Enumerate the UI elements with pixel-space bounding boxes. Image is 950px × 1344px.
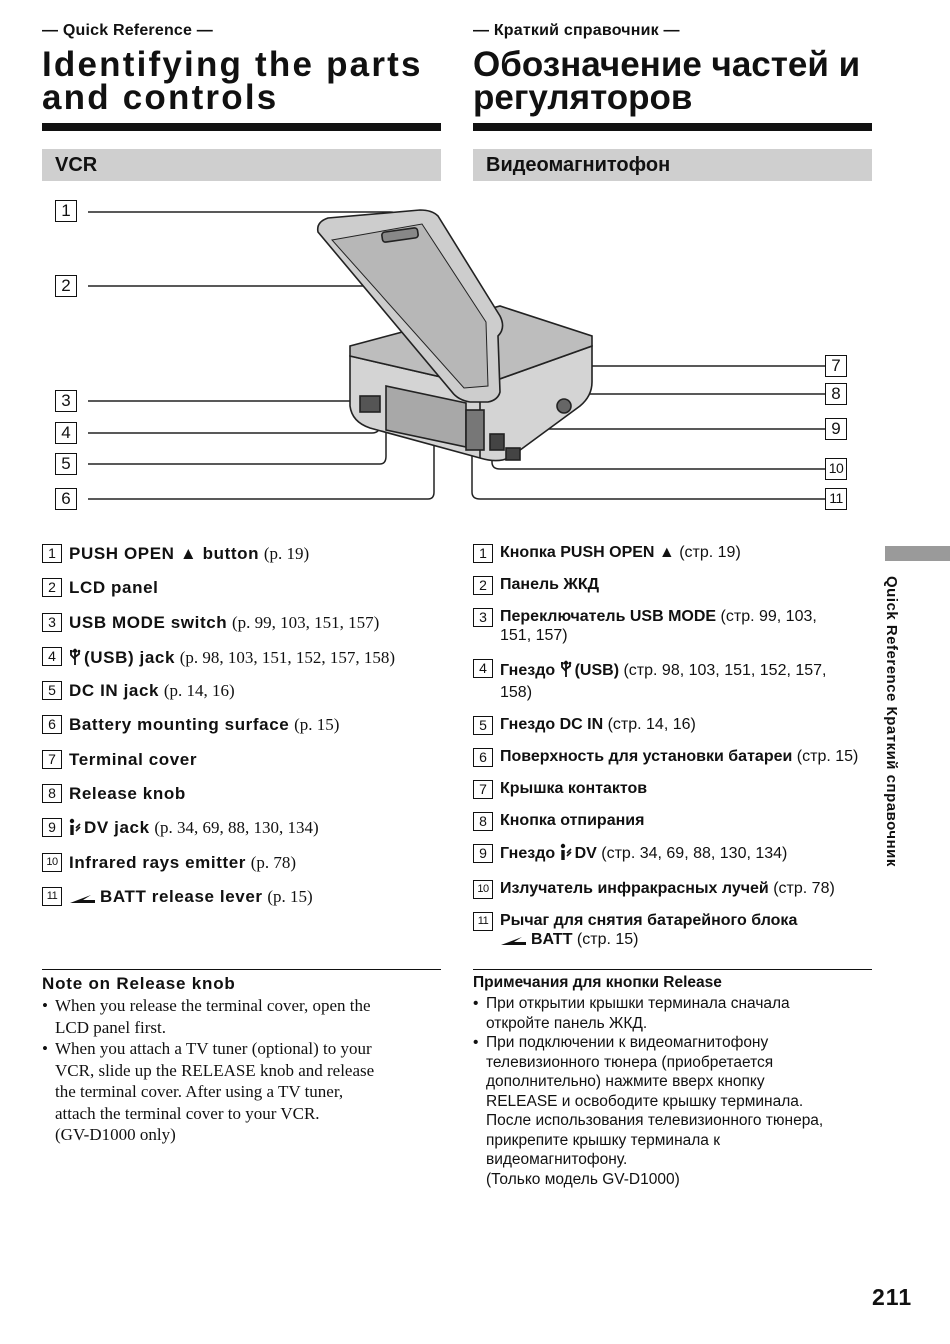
item-label: Battery mounting surface	[69, 715, 290, 735]
item-label: BATT release lever	[100, 886, 263, 906]
title-rule	[42, 123, 441, 131]
batt-release-icon	[69, 889, 97, 911]
item-page-ref: (стр. 19)	[679, 544, 741, 561]
item-page-ref: (p. 15)	[294, 715, 340, 735]
section-heading: Видеомагнитофон	[486, 154, 671, 176]
side-label	[880, 576, 900, 906]
item-number: 2	[473, 576, 493, 595]
side-label-text: Quick Reference Краткий справочник	[883, 576, 900, 867]
item-page-ref: (стр. 98, 103, 151, 152, 157, 158)	[500, 662, 827, 701]
item-number: 5	[42, 681, 62, 700]
list-item	[42, 543, 441, 577]
section-kicker: — Quick Reference —	[42, 22, 213, 39]
item-label: (USB) jack	[84, 647, 176, 667]
page-number: 211	[872, 1284, 913, 1310]
list-item	[473, 843, 872, 866]
item-page-ref: (p. 19)	[263, 544, 310, 563]
item-number: 11	[42, 887, 62, 906]
item-page-ref: (стр. 14, 16)	[607, 716, 696, 733]
item-page-ref: (стр. 99, 103, 151, 157)	[500, 608, 817, 644]
page-title: Identifying the parts and controls	[42, 45, 423, 117]
list-item	[473, 747, 872, 766]
vcr-illustration	[60, 196, 860, 516]
dv-icon	[560, 843, 572, 866]
note-item: • When you attach a TV tuner (optional) to your VCR, slide up the RELEASE knob and release the terminal cover. After using a TV tuner, attach the terminal cover to your VCR. (GV-D1000 only)	[42, 1038, 441, 1146]
callout-8: 8	[825, 383, 847, 405]
item-label: Release knob	[69, 784, 186, 804]
item-number: 11	[473, 912, 493, 931]
item-page-ref: (p. 78)	[250, 852, 297, 872]
item-number: 3	[473, 608, 493, 627]
item-label: Кнопка PUSH OPEN ▲	[500, 544, 675, 561]
item-label: USB MODE switch	[69, 612, 228, 632]
side-tab-marker	[885, 546, 950, 561]
item-number: 8	[473, 812, 493, 831]
item-number: 1	[42, 544, 62, 563]
list-item	[42, 749, 441, 783]
item-number: 3	[42, 613, 62, 632]
item-number: 5	[473, 716, 493, 735]
item-label: Рычаг для снятия батарейного блока	[500, 912, 798, 929]
item-label: Панель ЖКД	[500, 576, 600, 593]
item-page-ref: (p. 34, 69, 88, 130, 134)	[154, 818, 319, 838]
list-item	[42, 646, 441, 680]
section-band	[42, 149, 441, 181]
list-item	[473, 607, 872, 645]
item-label: DV jack	[84, 818, 150, 838]
item-number: 6	[473, 748, 493, 767]
item-label-suffix: DV	[574, 845, 597, 862]
page-title: Обозначение частей и регуляторов	[473, 45, 861, 117]
note-title: Note on Release knob	[42, 974, 236, 993]
title-rule	[473, 123, 872, 131]
note-item: • При открытии крышки терминала сначала откройте панель ЖКД.	[473, 994, 872, 1033]
vcr-drawing	[60, 196, 860, 516]
item-number: 10	[473, 880, 493, 899]
note-list	[42, 995, 441, 1146]
item-number: 9	[473, 844, 493, 863]
list-item	[473, 543, 872, 562]
item-label: DC IN jack	[69, 681, 160, 701]
note-item: • When you release the terminal cover, open the LCD panel first.	[42, 995, 441, 1038]
item-label: Гнездо DC IN	[500, 716, 604, 733]
item-number: 10	[42, 853, 62, 872]
item-page-ref: (p. 99, 103, 151, 157)	[231, 612, 380, 632]
callout-5: 5	[55, 453, 77, 475]
callout-6: 6	[55, 488, 77, 510]
usb-icon	[560, 658, 572, 683]
dv-icon	[69, 818, 81, 842]
section-band	[473, 149, 872, 181]
callout-4: 4	[55, 422, 77, 444]
list-item	[42, 612, 441, 646]
note-list	[473, 994, 872, 1189]
usb-icon	[69, 646, 81, 672]
list-item	[42, 714, 441, 748]
item-page-ref: (стр. 78)	[773, 880, 835, 897]
item-number: 7	[473, 780, 493, 799]
item-page-ref: (p. 15)	[267, 886, 313, 906]
parts-list	[473, 543, 872, 965]
note-rule	[42, 969, 441, 970]
note-rule	[473, 969, 872, 970]
item-label: Поверхность для установки батареи	[500, 748, 793, 765]
item-label-suffix: BATT	[531, 931, 573, 948]
item-label: LCD panel	[69, 578, 159, 598]
callout-9: 9	[825, 418, 847, 440]
section-kicker: — Краткий справочник —	[473, 22, 680, 39]
item-number: 8	[42, 784, 62, 803]
item-label: Terminal cover	[69, 749, 198, 769]
note-title: Примечания для кнопки Release	[473, 974, 722, 991]
batt-release-icon	[500, 933, 528, 952]
list-item	[473, 779, 872, 798]
callout-11: 11	[825, 488, 847, 510]
item-label: Кнопка отпирания	[500, 812, 645, 829]
item-label: Гнездо	[500, 662, 556, 679]
list-item	[42, 680, 441, 714]
note-item: • При подключении к видеомагнитофону телевизионного тюнера (приобретается дополнительно) нажмите вверх кнопку RELEASE и освободите крышку терминала. После использования телевизионного тюнера, прикрепите крышку терминала к видеомагнитофону. (Только модель GV-D1000)	[473, 1033, 872, 1189]
item-number: 2	[42, 578, 62, 597]
item-page-ref: (стр. 34, 69, 88, 130, 134)	[601, 845, 788, 862]
list-item	[473, 575, 872, 594]
list-item	[42, 577, 441, 611]
parts-list	[42, 543, 441, 920]
list-item	[42, 817, 441, 851]
item-number: 9	[42, 818, 62, 837]
item-number: 1	[473, 544, 493, 563]
callout-10: 10	[825, 458, 847, 480]
callout-2: 2	[55, 275, 77, 297]
item-page-ref: (p. 98, 103, 151, 152, 157, 158)	[179, 647, 396, 667]
list-item	[473, 658, 872, 702]
list-item	[473, 715, 872, 734]
list-item	[473, 811, 872, 830]
item-number: 7	[42, 750, 62, 769]
item-label-suffix: (USB)	[574, 662, 620, 679]
list-item	[473, 911, 872, 952]
callout-7: 7	[825, 355, 847, 377]
item-number: 6	[42, 715, 62, 734]
item-label: Излучатель инфракрасных лучей	[500, 880, 769, 897]
item-page-ref: (p. 14, 16)	[163, 681, 235, 701]
item-label: Infrared rays emitter	[69, 852, 247, 872]
callout-3: 3	[55, 390, 77, 412]
item-page-ref: (стр. 15)	[576, 931, 639, 948]
item-number: 4	[42, 647, 62, 666]
list-item	[42, 852, 441, 886]
list-item	[473, 879, 872, 898]
callout-1: 1	[55, 200, 77, 222]
item-label: Гнездо	[500, 845, 556, 862]
item-label: Крышка контактов	[500, 780, 648, 797]
list-item	[42, 783, 441, 817]
item-number: 4	[473, 659, 493, 678]
list-item	[42, 886, 441, 920]
section-heading: VCR	[55, 154, 98, 176]
item-label: Переключатель USB MODE	[500, 608, 717, 625]
item-page-ref: (стр. 15)	[796, 748, 859, 765]
item-label: PUSH OPEN ▲ button	[69, 544, 260, 563]
